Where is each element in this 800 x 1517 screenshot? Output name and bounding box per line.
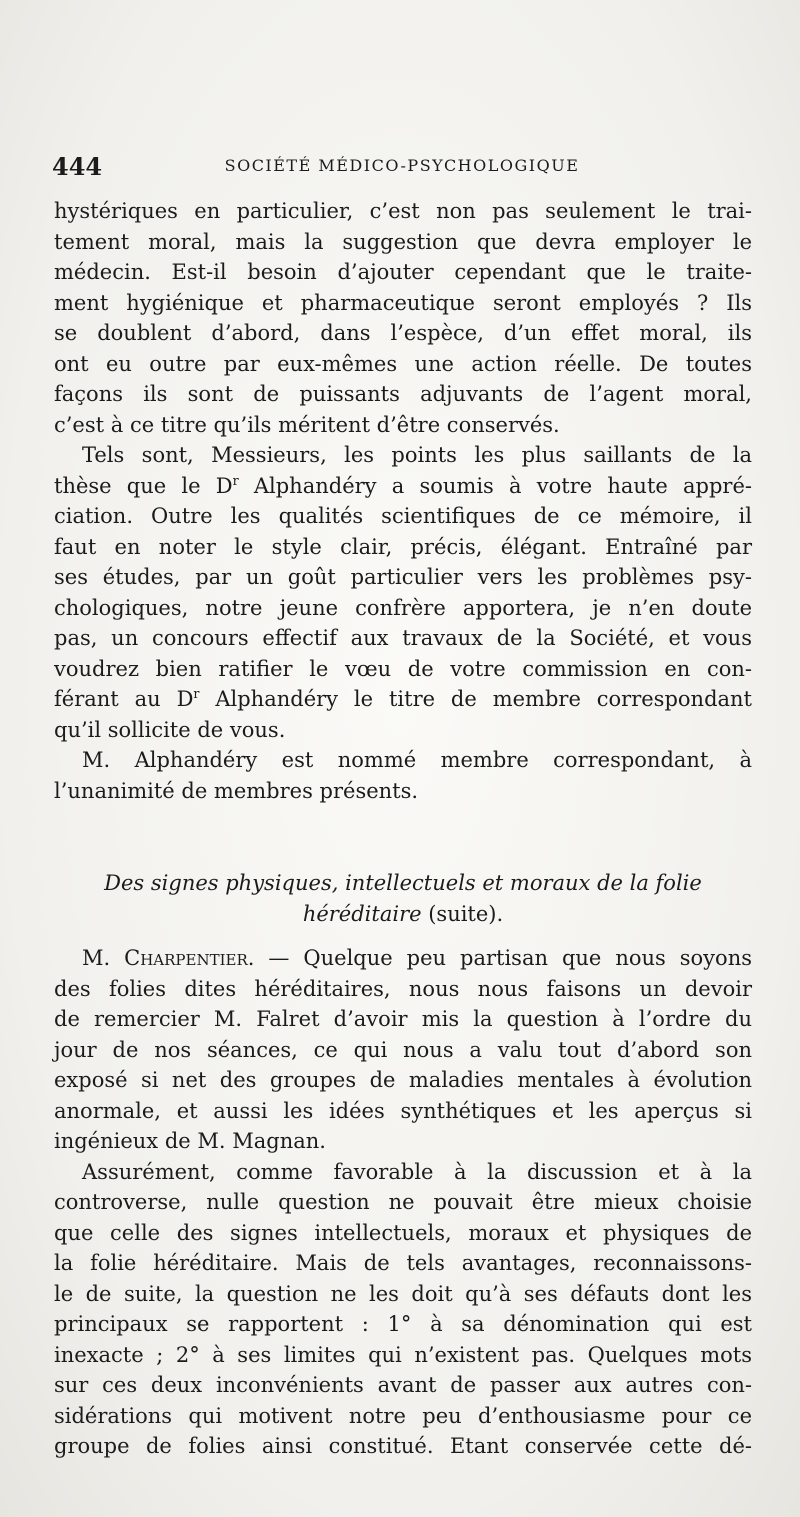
text-span: (suite). <box>421 901 504 926</box>
text-line: inexacte ; 2° à ses limites qui n’existent pas. Quelques mots <box>54 1342 752 1367</box>
text-line: le de suite, la question ne les doit qu’à ses défauts dont les <box>54 1281 752 1306</box>
paragraph-continuation <box>54 196 752 440</box>
superscript: r <box>193 686 200 701</box>
text-line: controverse, nulle question ne pouvait être mieux choisie <box>54 1190 752 1214</box>
text-line: principaux se rapportent : 1° à sa dénomination qui est <box>54 1312 752 1336</box>
speaker-name: M. Charpentier. <box>82 946 255 970</box>
text-line: médecin. Est-il besoin d’ajouter cependant que le traite- <box>54 260 752 284</box>
text-line: chologiques, notre jeune confrère apportera, je n’en doute <box>54 595 752 620</box>
text-line: que celle des signes intellectuels, moraux et physiques de <box>54 1220 752 1245</box>
text-line: des folies dites héréditaires, nous nous faisons un devoir <box>54 976 752 1001</box>
paragraph-vote <box>54 745 752 806</box>
paragraph-charpentier <box>54 943 752 1157</box>
text-line: l’unanimité de membres présents. <box>54 778 419 803</box>
text-line: ciation. Outre les qualités scientifiques de ce mémoire, il <box>54 504 752 528</box>
text-line: Tels sont, Messieurs, les points les plus saillants de la <box>82 443 752 467</box>
page-header <box>52 152 752 182</box>
section-heading <box>54 868 752 929</box>
page-number: 444 <box>52 152 103 181</box>
text-line: se doublent d’abord, dans l’espèce, d’un effet moral, ils <box>54 321 752 345</box>
text-span: Alphandéry le titre de membre correspondant <box>199 687 752 711</box>
text-line: groupe de folies ainsi constitué. Etant conservée cette dé- <box>54 1434 752 1458</box>
superscript: r <box>232 472 239 488</box>
text-line: la folie héréditaire. Mais de tels avantages, reconnaissons- <box>54 1251 752 1275</box>
text-line: c’est à ce titre qu’ils méritent d’être conservés. <box>54 412 560 437</box>
section-title-line: Des signes physiques, intellectuels et moraux de la folie <box>104 871 702 895</box>
text-line: sidérations qui motivent notre peu d’enthousiasme pour ce <box>54 1403 752 1428</box>
text-line: qu’il sollicite de vous. <box>54 717 286 742</box>
paragraph-conclusion <box>54 440 752 745</box>
text-line <box>54 471 752 502</box>
section-spacer <box>54 806 752 868</box>
text-line: faut en noter le style clair, précis, élégant. Entraîné par <box>54 534 752 559</box>
text-line: voudrez bien ratifier le vœu de votre commission en con- <box>54 656 752 681</box>
text-span: Alphandéry a soumis à votre haute appré- <box>238 473 752 498</box>
paragraph-assurement <box>54 1157 752 1462</box>
text-line <box>54 684 752 715</box>
text-line: sur ces deux inconvénients avant de passer aux autres con- <box>54 1373 752 1397</box>
text-line: jour de nos séances, ce qui nous a valu tout d’abord son <box>54 1037 752 1062</box>
text-line: ses études, par un goût particulier vers les problèmes psy- <box>54 565 752 589</box>
section-spacer <box>54 929 752 943</box>
text-span: héréditaire <box>302 901 422 926</box>
text-line: tement moral, mais la suggestion que devra employer le <box>54 229 752 254</box>
text-line: M. Alphandéry est nommé membre correspondant, à <box>82 748 752 772</box>
text-span: férant au D <box>54 687 194 711</box>
text-line: ont eu outre par eux-mêmes une action réelle. De toutes <box>54 351 752 376</box>
text-line: façons ils sont de puissants adjuvants de l’agent moral, <box>54 382 752 406</box>
text-line: ingénieux de M. Magnan. <box>54 1129 326 1153</box>
text-line: anormale, et aussi les idées synthétiques et les aperçus si <box>54 1098 752 1123</box>
text-line: de remercier M. Falret d’avoir mis la question à l’ordre du <box>54 1007 752 1031</box>
text-line: hystériques en particulier, c’est non pas seulement le trai- <box>54 199 752 223</box>
page-body <box>54 196 752 1462</box>
text-line: Assurément, comme favorable à la discussion et à la <box>82 1159 752 1184</box>
text-line: pas, un concours effectif aux travaux de la Société, et vous <box>54 626 752 650</box>
text-span: — Quelque peu partisan que nous soyons <box>254 946 752 970</box>
running-title: SOCIÉTÉ MÉDICO-PSYCHOLOGIQUE <box>224 156 580 175</box>
text-span: thèse que le D <box>54 473 233 498</box>
text-line <box>54 943 752 974</box>
section-title-line <box>54 899 752 930</box>
text-line: exposé si net des groupes de maladies mentales à évolution <box>54 1068 752 1092</box>
text-line: ment hygiénique et pharmaceutique seront employés ? Ils <box>54 290 752 315</box>
